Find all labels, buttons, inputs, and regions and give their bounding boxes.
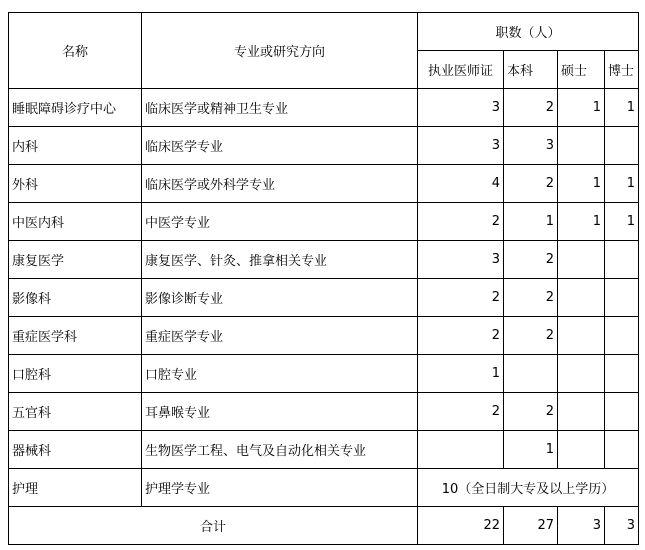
table-row xyxy=(9,279,639,317)
row-name: 重症医学科 xyxy=(9,317,142,355)
row-bachelor: 2 xyxy=(504,165,558,203)
row-bachelor: 1 xyxy=(504,431,558,469)
row-master xyxy=(558,279,605,317)
row-license: 1 xyxy=(418,355,504,393)
row-bachelor: 2 xyxy=(504,393,558,431)
row-license xyxy=(418,431,504,469)
row-name: 外科 xyxy=(9,165,142,203)
row-name: 口腔科 xyxy=(9,355,142,393)
row-name: 中医内科 xyxy=(9,203,142,241)
table-row-nursing xyxy=(9,469,639,507)
row-name: 康复医学 xyxy=(9,241,142,279)
table-row-total xyxy=(9,507,639,545)
row-license: 3 xyxy=(418,241,504,279)
row-doctor xyxy=(605,393,639,431)
row-major: 临床医学专业 xyxy=(142,127,418,165)
row-major: 临床医学或外科学专业 xyxy=(142,165,418,203)
header-major: 专业或研究方向 xyxy=(142,13,418,89)
table-row xyxy=(9,431,639,469)
row-name: 睡眠障碍诊疗中心 xyxy=(9,89,142,127)
row-name: 护理 xyxy=(9,469,142,507)
row-major: 中医学专业 xyxy=(142,203,418,241)
row-name: 影像科 xyxy=(9,279,142,317)
table-row xyxy=(9,241,639,279)
row-master xyxy=(558,393,605,431)
nursing-note: 10（全日制大专及以上学历） xyxy=(418,469,639,507)
row-name: 五官科 xyxy=(9,393,142,431)
row-major: 康复医学、针灸、推拿相关专业 xyxy=(142,241,418,279)
total-master: 3 xyxy=(558,507,605,545)
row-master: 1 xyxy=(558,203,605,241)
row-bachelor xyxy=(504,355,558,393)
table-row xyxy=(9,355,639,393)
table-row xyxy=(9,203,639,241)
row-bachelor: 2 xyxy=(504,241,558,279)
header-master: 硕士 xyxy=(558,51,605,89)
row-major: 重症医学专业 xyxy=(142,317,418,355)
row-license: 2 xyxy=(418,279,504,317)
header-name: 名称 xyxy=(9,13,142,89)
staffing-table xyxy=(8,12,639,545)
row-major: 生物医学工程、电气及自动化相关专业 xyxy=(142,431,418,469)
row-doctor xyxy=(605,431,639,469)
table-row xyxy=(9,317,639,355)
total-doctor: 3 xyxy=(605,507,639,545)
table-row xyxy=(9,127,639,165)
total-bachelor: 27 xyxy=(504,507,558,545)
total-license: 22 xyxy=(418,507,504,545)
row-doctor xyxy=(605,127,639,165)
row-license: 2 xyxy=(418,203,504,241)
row-doctor xyxy=(605,279,639,317)
row-master xyxy=(558,355,605,393)
row-major: 耳鼻喉专业 xyxy=(142,393,418,431)
row-license: 3 xyxy=(418,89,504,127)
row-major: 口腔专业 xyxy=(142,355,418,393)
table-row xyxy=(9,89,639,127)
row-major: 护理学专业 xyxy=(142,469,418,507)
row-bachelor: 2 xyxy=(504,279,558,317)
total-label: 合计 xyxy=(9,507,418,545)
row-doctor: 1 xyxy=(605,89,639,127)
row-master xyxy=(558,241,605,279)
row-major: 临床医学或精神卫生专业 xyxy=(142,89,418,127)
row-license: 4 xyxy=(418,165,504,203)
row-master xyxy=(558,317,605,355)
row-license: 2 xyxy=(418,317,504,355)
header-positions: 职数（人） xyxy=(418,13,639,51)
row-master: 1 xyxy=(558,165,605,203)
row-doctor xyxy=(605,355,639,393)
row-master: 1 xyxy=(558,89,605,127)
row-doctor: 1 xyxy=(605,203,639,241)
row-master xyxy=(558,127,605,165)
header-doctor: 博士 xyxy=(605,51,639,89)
row-bachelor: 1 xyxy=(504,203,558,241)
row-license: 3 xyxy=(418,127,504,165)
row-name: 内科 xyxy=(9,127,142,165)
header-license: 执业医师证 xyxy=(418,51,504,89)
row-doctor xyxy=(605,241,639,279)
row-master xyxy=(558,431,605,469)
header-bachelor: 本科 xyxy=(504,51,558,89)
row-bachelor: 2 xyxy=(504,317,558,355)
row-bachelor: 2 xyxy=(504,89,558,127)
row-major: 影像诊断专业 xyxy=(142,279,418,317)
row-license: 2 xyxy=(418,393,504,431)
row-name: 器械科 xyxy=(9,431,142,469)
table-row xyxy=(9,165,639,203)
row-bachelor: 3 xyxy=(504,127,558,165)
row-doctor: 1 xyxy=(605,165,639,203)
row-doctor xyxy=(605,317,639,355)
table-row xyxy=(9,393,639,431)
